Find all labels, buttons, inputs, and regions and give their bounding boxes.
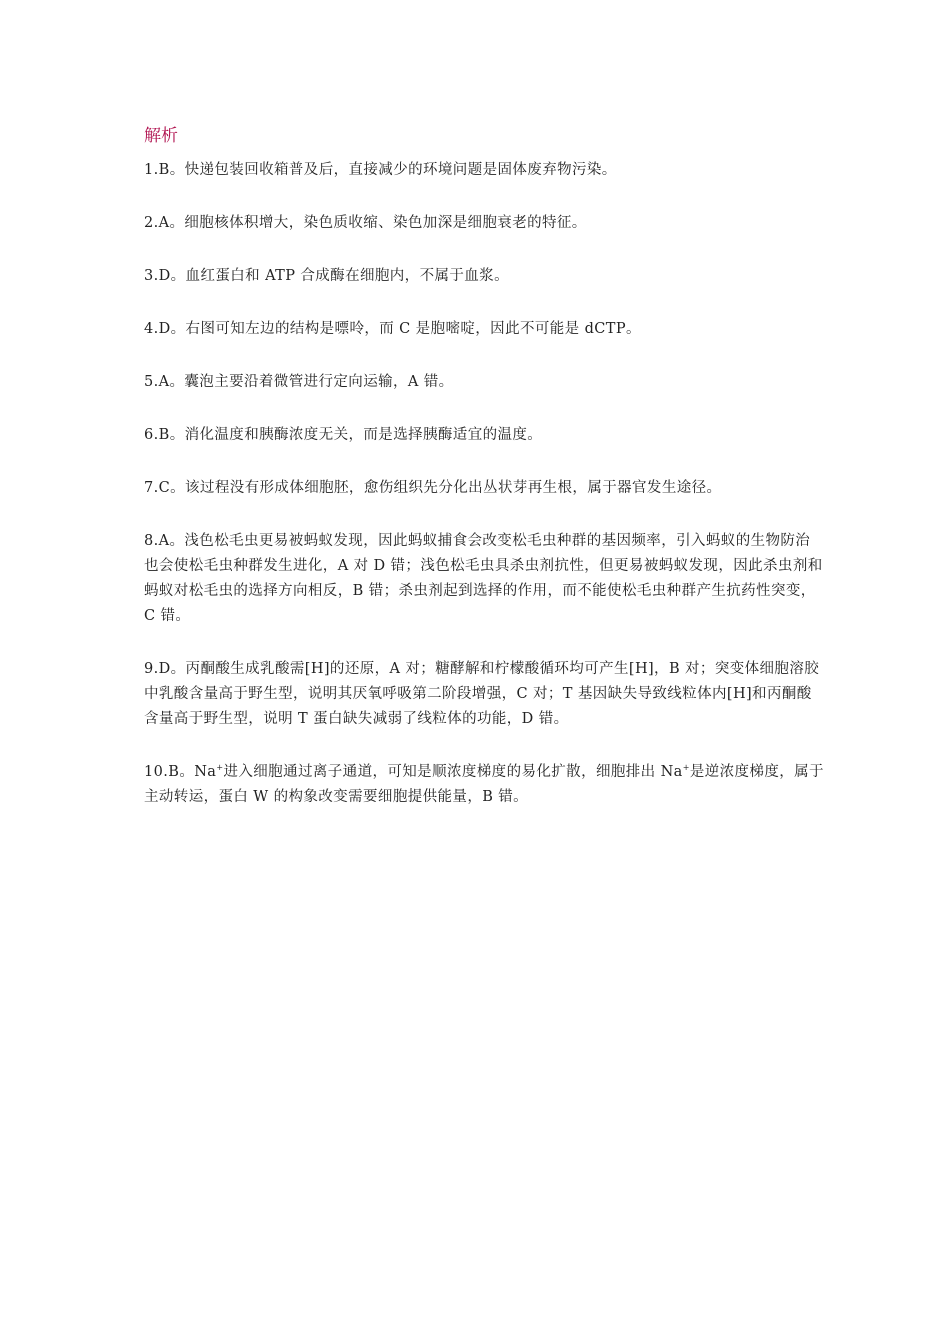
- answer-10-superscript-2: +: [682, 763, 690, 773]
- answer-8: 8.A。浅色松毛虫更易被蚂蚁发现，因此蚂蚁捕食会改变松毛虫种群的基因频率，引入蚂蚁的生物防治也会使松毛虫种群发生进化，A 对 D 错；浅色松毛虫具杀虫剂抗性，但更易被蚂蚁发现，因此杀虫剂和蚂蚁对松毛虫的选择方向相反，B 错；杀虫剂起到选择的作用，而不能使松毛虫种群产生抗药性突变，C 错。: [144, 533, 823, 624]
- answer-10-part-1: 10.B。Na: [144, 764, 217, 780]
- answer-5: 5.A。囊泡主要沿着微管进行定向运输，A 错。: [144, 374, 454, 390]
- answer-2: 2.A。细胞核体积增大，染色质收缩、染色加深是细胞衰老的特征。: [144, 215, 587, 231]
- answer-6: 6.B。消化温度和胰酶浓度无关，而是选择胰酶适宜的温度。: [144, 427, 543, 443]
- answer-10-superscript-1: +: [216, 763, 224, 773]
- answer-10: [144, 760, 824, 810]
- answer-10-part-3: 是逆浓度梯度，属于主动转运，蛋白 W 的构象改变需要细胞提供能量，B 错。: [144, 764, 824, 805]
- answer-10-part-2: 进入细胞通过离子通道，可知是顺浓度梯度的易化扩散，细胞排出 Na: [223, 764, 683, 780]
- answer-7: 7.C。该过程没有形成体细胞胚，愈伤组织先分化出丛状芽再生根，属于器官发生途径。: [144, 480, 722, 496]
- analysis-section: [144, 124, 824, 838]
- section-heading: 解析: [144, 126, 178, 146]
- answer-1: 1.B。快递包装回收箱普及后，直接减少的环境问题是固体废弃物污染。: [144, 162, 617, 178]
- answer-9: 9.D。丙酮酸生成乳酸需[H]的还原，A 对；糖酵解和柠檬酸循环均可产生[H]，B 对；突变体细胞溶胶中乳酸含量高于野生型，说明其厌氧呼吸第二阶段增强，C 对；T 基因缺失导致线粒体内[H]和丙酮酸含量高于野生型，说明 T 蛋白缺失减弱了线粒体的功能，D 错。: [144, 661, 820, 727]
- answer-4: 4.D。右图可知左边的结构是嘌呤，而 C 是胞嘧啶，因此不可能是 dCTP。: [144, 321, 641, 337]
- answer-3: 3.D。血红蛋白和 ATP 合成酶在细胞内，不属于血浆。: [144, 268, 509, 284]
